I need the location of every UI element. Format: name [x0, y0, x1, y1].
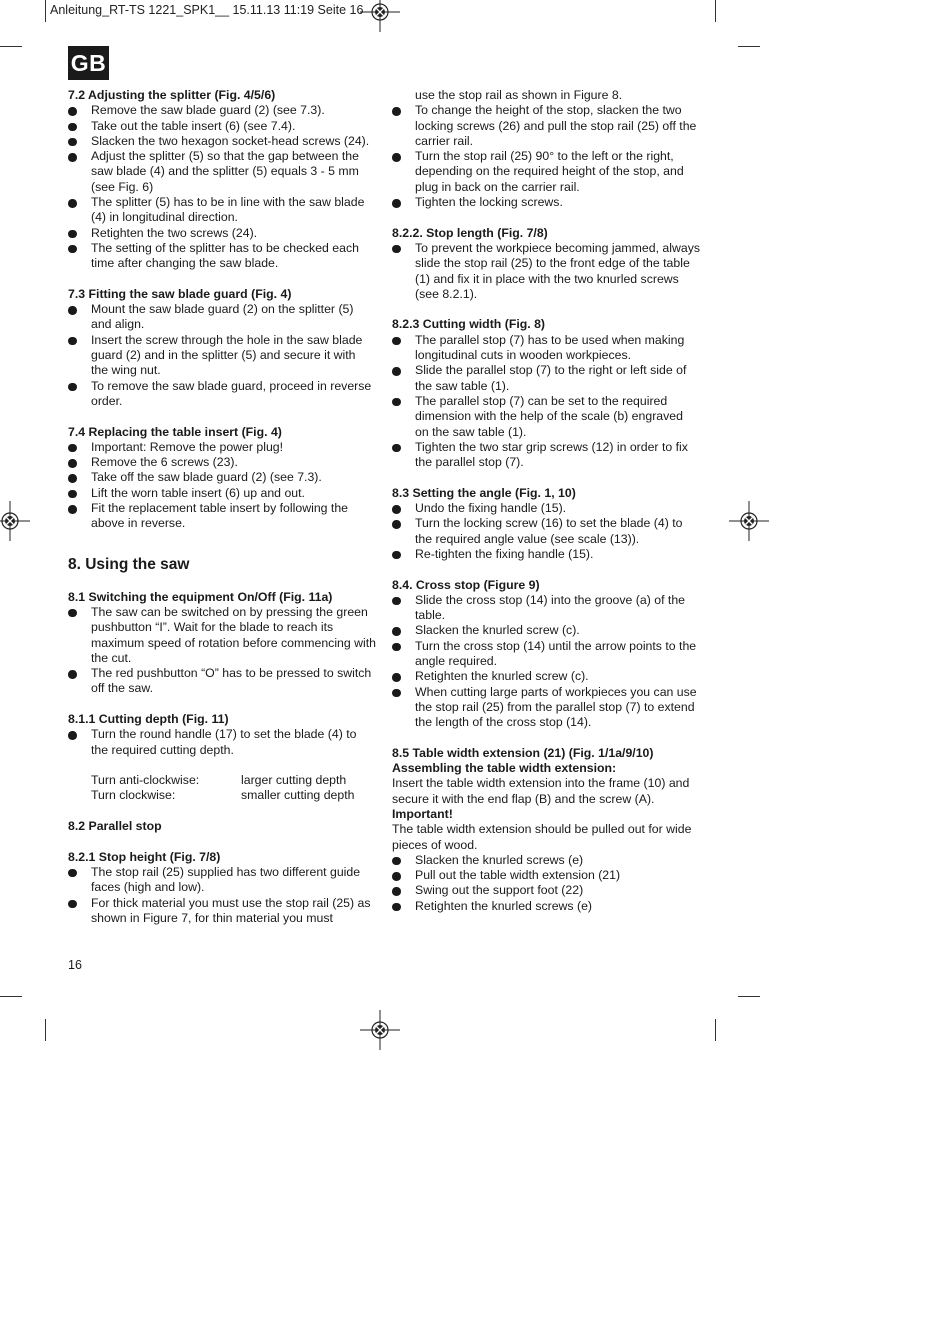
list-item: Re-tighten the fixing handle (15). [392, 547, 700, 562]
bullet-list [392, 501, 700, 562]
page-number: 16 [68, 958, 82, 972]
turn-direction-row [68, 788, 376, 803]
list-item: Slide the cross stop (14) into the groove (a) of the table. [392, 593, 700, 624]
section-title-7-2: 7.2 Adjusting the splitter (Fig. 4/5/6) [68, 88, 276, 102]
section-title-8-1-1: 8.1.1 Cutting depth (Fig. 11) [68, 711, 229, 726]
bullet-list [68, 440, 376, 532]
crop-mark [715, 0, 716, 22]
registration-mark-icon [360, 0, 400, 32]
list-item: Turn the round handle (17) to set the blade (4) to the required cutting depth. [68, 727, 376, 758]
list-item: Remove the 6 screws (23). [68, 455, 376, 470]
list-item: Mount the saw blade guard (2) on the splitter (5) and align. [68, 302, 376, 333]
list-item: Slide the parallel stop (7) to the right or left side of the saw table (1). [392, 363, 700, 394]
section-title-7-4: 7.4 Replacing the table insert (Fig. 4) [68, 424, 282, 439]
list-item: To prevent the workpiece becoming jammed, always slide the stop rail (25) to the front edge of the table (1) and fix it in place with the two knurled screws (see 8.2.1). [392, 241, 700, 302]
turn-direction-label: Turn anti-clockwise: [91, 773, 200, 788]
section-title-8-2-2: 8.2.2. Stop length (Fig. 7/8) [392, 225, 548, 240]
section-title-8-3: 8.3 Setting the angle (Fig. 1, 10) [392, 485, 576, 500]
list-item: Remove the saw blade guard (2) (see 7.3). [68, 103, 376, 118]
section-title-8-5: 8.5 Table width extension (21) (Fig. 1/1a/9/10) [392, 745, 654, 760]
list-item: Undo the fixing handle (15). [392, 501, 700, 516]
list-item: Turn the cross stop (14) until the arrow points to the angle required. [392, 639, 700, 670]
chapter-title-8: 8. Using the saw [68, 555, 190, 573]
bullet-list [392, 103, 700, 210]
subsection-title: Assembling the table width extension: [392, 761, 617, 776]
crop-mark [0, 996, 22, 997]
section-title-8-2-3: 8.2.3 Cutting width (Fig. 8) [392, 317, 546, 332]
list-item: Turn the locking screw (16) to set the blade (4) to the required angle value (see scale (13)). [392, 516, 700, 547]
list-item: The setting of the splitter has to be checked each time after changing the saw blade. [68, 241, 376, 272]
section-title-8-2-1: 8.2.1 Stop height (Fig. 7/8) [68, 849, 221, 864]
bullet-list [392, 241, 700, 302]
language-badge: GB [68, 46, 109, 80]
list-item: Slacken the knurled screws (e) [392, 853, 700, 868]
registration-mark-icon [360, 1010, 400, 1050]
list-item: Swing out the support foot (22) [392, 883, 700, 898]
crop-mark [0, 46, 22, 47]
list-item: To change the height of the stop, slacken the two locking screws (26) and pull the stop rail (25) off the carrier rail. [392, 103, 700, 149]
section-title-8-4: 8.4. Cross stop (Figure 9) [392, 577, 540, 592]
list-item: Slacken the knurled screw (c). [392, 623, 700, 638]
right-column [392, 88, 700, 914]
crop-mark [45, 1019, 46, 1041]
list-item: Slacken the two hexagon socket-head screws (24). [68, 134, 376, 149]
print-header: Anleitung_RT-TS 1221_SPK1__ 15.11.13 11:19 Seite 16 [50, 3, 364, 17]
bullet-list [68, 865, 376, 926]
list-item: Important: Remove the power plug! [68, 440, 376, 455]
list-item: Take off the saw blade guard (2) (see 7.3). [68, 470, 376, 485]
list-item: Tighten the two star grip screws (12) in order to fix the parallel stop (7). [392, 440, 700, 471]
list-item: To remove the saw blade guard, proceed in reverse order. [68, 379, 376, 410]
list-item: For thick material you must use the stop rail (25) as shown in Figure 7, for thin material you must [68, 896, 376, 927]
turn-direction-row [68, 773, 376, 788]
bullet-list [68, 302, 376, 409]
turn-direction-label: Turn clockwise: [91, 788, 176, 803]
list-item: Fit the replacement table insert by following the above in reverse. [68, 501, 376, 532]
list-item: The saw can be switched on by pressing the green pushbutton “I”. Wait for the blade to reach its maximum speed of rotation before commencing with the cut. [68, 605, 376, 666]
list-item: Lift the worn table insert (6) up and out. [68, 486, 376, 501]
list-item: The parallel stop (7) can be set to the required dimension with the help of the scale (b) engraved on the saw table (1). [392, 394, 700, 440]
turn-direction-result: larger cutting depth [241, 773, 347, 788]
left-column [68, 88, 376, 926]
bullet-list [68, 727, 376, 758]
paragraph: The table width extension should be pulled out for wide pieces of wood. [392, 822, 692, 852]
section-title-7-3: 7.3 Fitting the saw blade guard (Fig. 4) [68, 286, 292, 301]
paragraph: Insert the table width extension into the frame (10) and secure it with the end flap (B) and the screw (A). [392, 776, 690, 806]
list-item: Retighten the knurled screw (c). [392, 669, 700, 684]
important-label: Important! [392, 806, 453, 821]
registration-mark-icon [0, 501, 30, 541]
list-item: The parallel stop (7) has to be used when making longitudinal cuts in wooden workpieces. [392, 333, 700, 364]
list-item: Adjust the splitter (5) so that the gap between the saw blade (4) and the splitter (5) equals 3 - 5 mm (see Fig. 6) [68, 149, 376, 195]
bullet-list [392, 853, 700, 914]
bullet-list [392, 333, 700, 471]
list-item: Turn the stop rail (25) 90° to the left or the right, depending on the required height of the stop, and plug in back on the carrier rail. [392, 149, 700, 195]
list-item: Retighten the knurled screws (e) [392, 899, 700, 914]
list-item: Pull out the table width extension (21) [392, 868, 700, 883]
list-item: Retighten the two screws (24). [68, 226, 376, 241]
list-item: When cutting large parts of workpieces you can use the stop rail (25) from the parallel stop (7) to extend the length of the cross stop (14). [392, 685, 700, 731]
continued-text: use the stop rail as shown in Figure 8. [415, 88, 623, 102]
list-item: The red pushbutton “O” has to be pressed to switch off the saw. [68, 666, 376, 697]
list-item: Tighten the locking screws. [392, 195, 700, 210]
bullet-list [392, 593, 700, 731]
bullet-list [68, 103, 376, 271]
bullet-list [68, 605, 376, 697]
crop-mark [715, 1019, 716, 1041]
list-item: Insert the screw through the hole in the saw blade guard (2) and in the splitter (5) and secure it with the wing nut. [68, 333, 376, 379]
section-title-8-2: 8.2 Parallel stop [68, 819, 162, 834]
list-item: The stop rail (25) supplied has two different guide faces (high and low). [68, 865, 376, 896]
crop-mark [45, 0, 46, 22]
crop-mark [738, 46, 760, 47]
section-title-8-1: 8.1 Switching the equipment On/Off (Fig. 11a) [68, 589, 333, 604]
registration-mark-icon [729, 501, 769, 541]
crop-mark [738, 996, 760, 997]
turn-direction-result: smaller cutting depth [241, 788, 355, 803]
list-item: The splitter (5) has to be in line with the saw blade (4) in longitudinal direction. [68, 195, 376, 226]
list-item: Take out the table insert (6) (see 7.4). [68, 119, 376, 134]
